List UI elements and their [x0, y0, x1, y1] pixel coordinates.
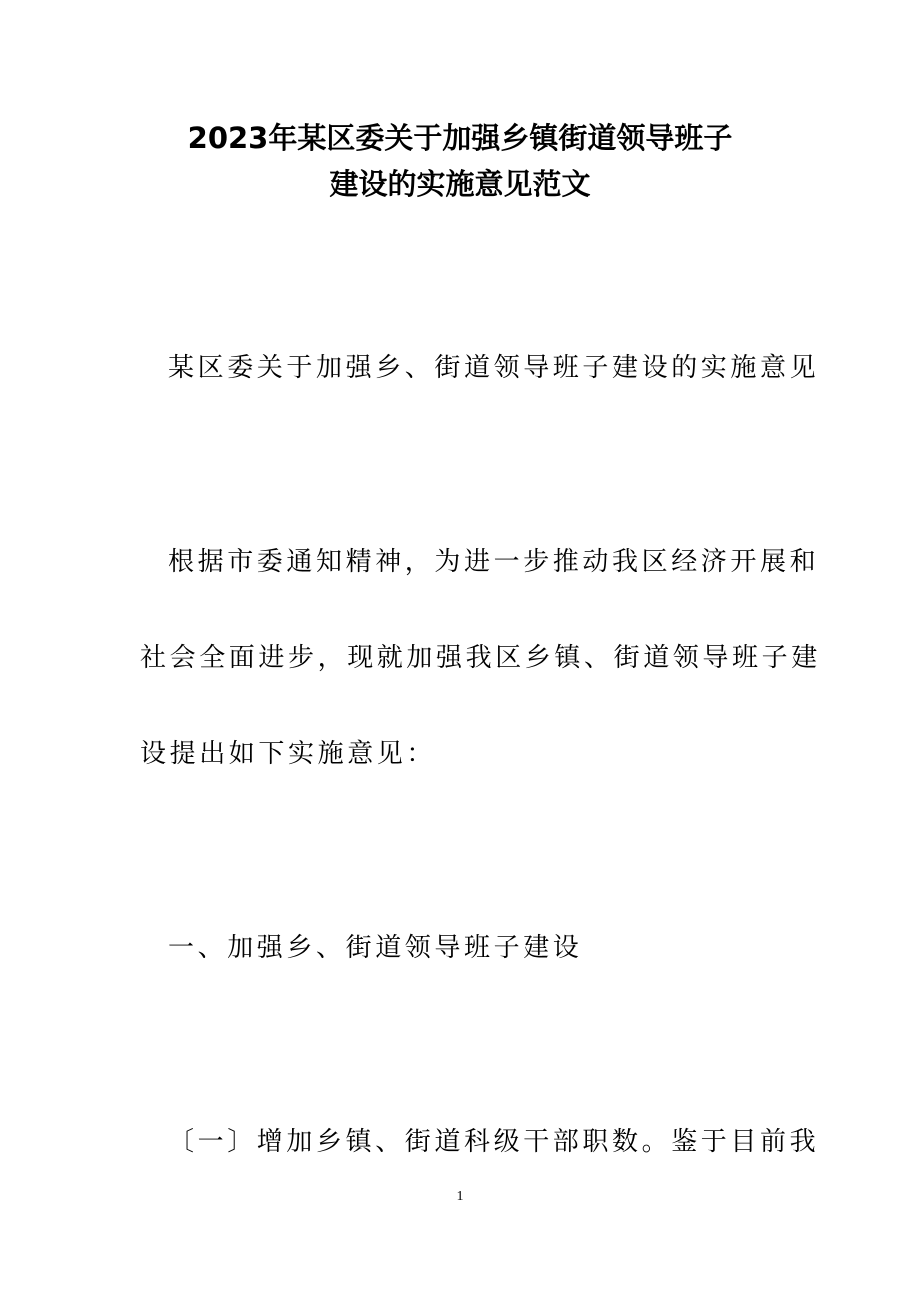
paragraph-2-line-1: 〔一〕增加乡镇、街道科级干部职数。鉴于目前我	[168, 1127, 820, 1157]
paragraph-1-line-2: 社会全面进步，现就加强我区乡镇、街道领导班子建	[140, 643, 821, 673]
document-subtitle: 某区委关于加强乡、街道领导班子建设的实施意见	[168, 353, 820, 383]
page-number: 1	[456, 1189, 464, 1204]
document-title-line-1: 2023年某区委关于加强乡镇街道领导班子	[187, 121, 733, 155]
paragraph-1-line-3: 设提出如下实施意见：	[140, 739, 437, 769]
section-heading-1: 一、加强乡、街道领导班子建设	[168, 933, 583, 963]
paragraph-1-line-1: 根据市委通知精神，为进一步推动我区经济开展和	[168, 547, 820, 577]
document-title-line-2: 建设的实施意见范文	[329, 167, 591, 201]
